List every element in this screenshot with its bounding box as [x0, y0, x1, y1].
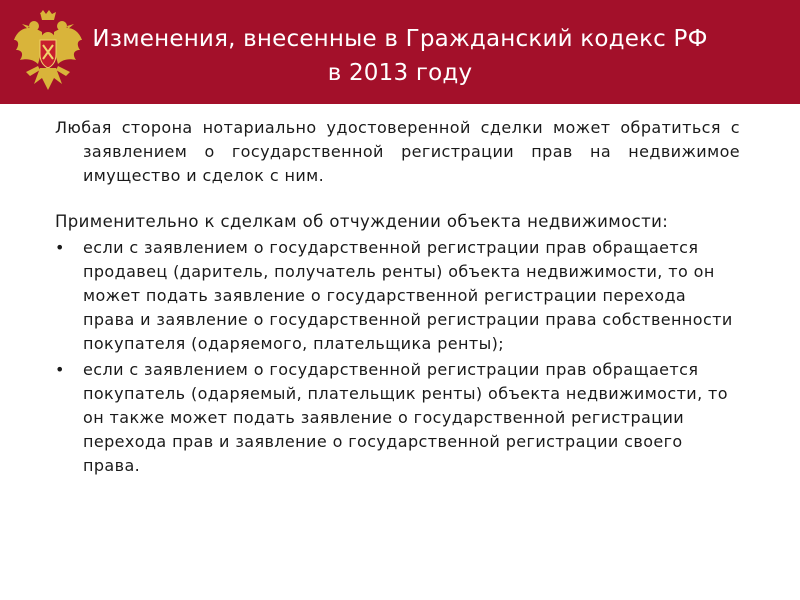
list-item [55, 358, 740, 478]
paragraph-notarial-deal: Любая сторона нотариально удостоверенной сделки может обратиться с заявлением о государственной регистрации прав на недвижимое имущество и сделок с ним. [55, 118, 740, 185]
slide-title-line1: Изменения, внесенные в Гражданский кодекс РФ [92, 26, 708, 52]
slide-body [55, 116, 740, 478]
slide-title-line2: в 2013 году [327, 60, 473, 86]
list-item-text: если с заявлением о государственной регистрации прав обращается покупатель (одаряемый, плательщик ренты) объекта недвижимости, то он также может подать заявление о государственной регистрации перехода прав и заявление о государственной регистрации своего права. [83, 360, 728, 475]
bullet-dot: • [55, 360, 65, 379]
slide-title [40, 22, 760, 90]
paragraph-alienation-intro: Применительно к сделкам об отчуждении объекта недвижимости: [55, 212, 669, 231]
bullet-list [55, 236, 740, 478]
slide-header [0, 0, 800, 104]
bullet-dot: • [55, 238, 65, 257]
list-item-text: если с заявлением о государственной регистрации прав обращается продавец (даритель, получатель ренты) объекта недвижимости, то он может подать заявление о государственной регистрации перехода права и заявление о государственной регистрации права собственности покупателя (одаряемого, плательщика ренты); [83, 238, 733, 353]
list-item [55, 236, 740, 356]
